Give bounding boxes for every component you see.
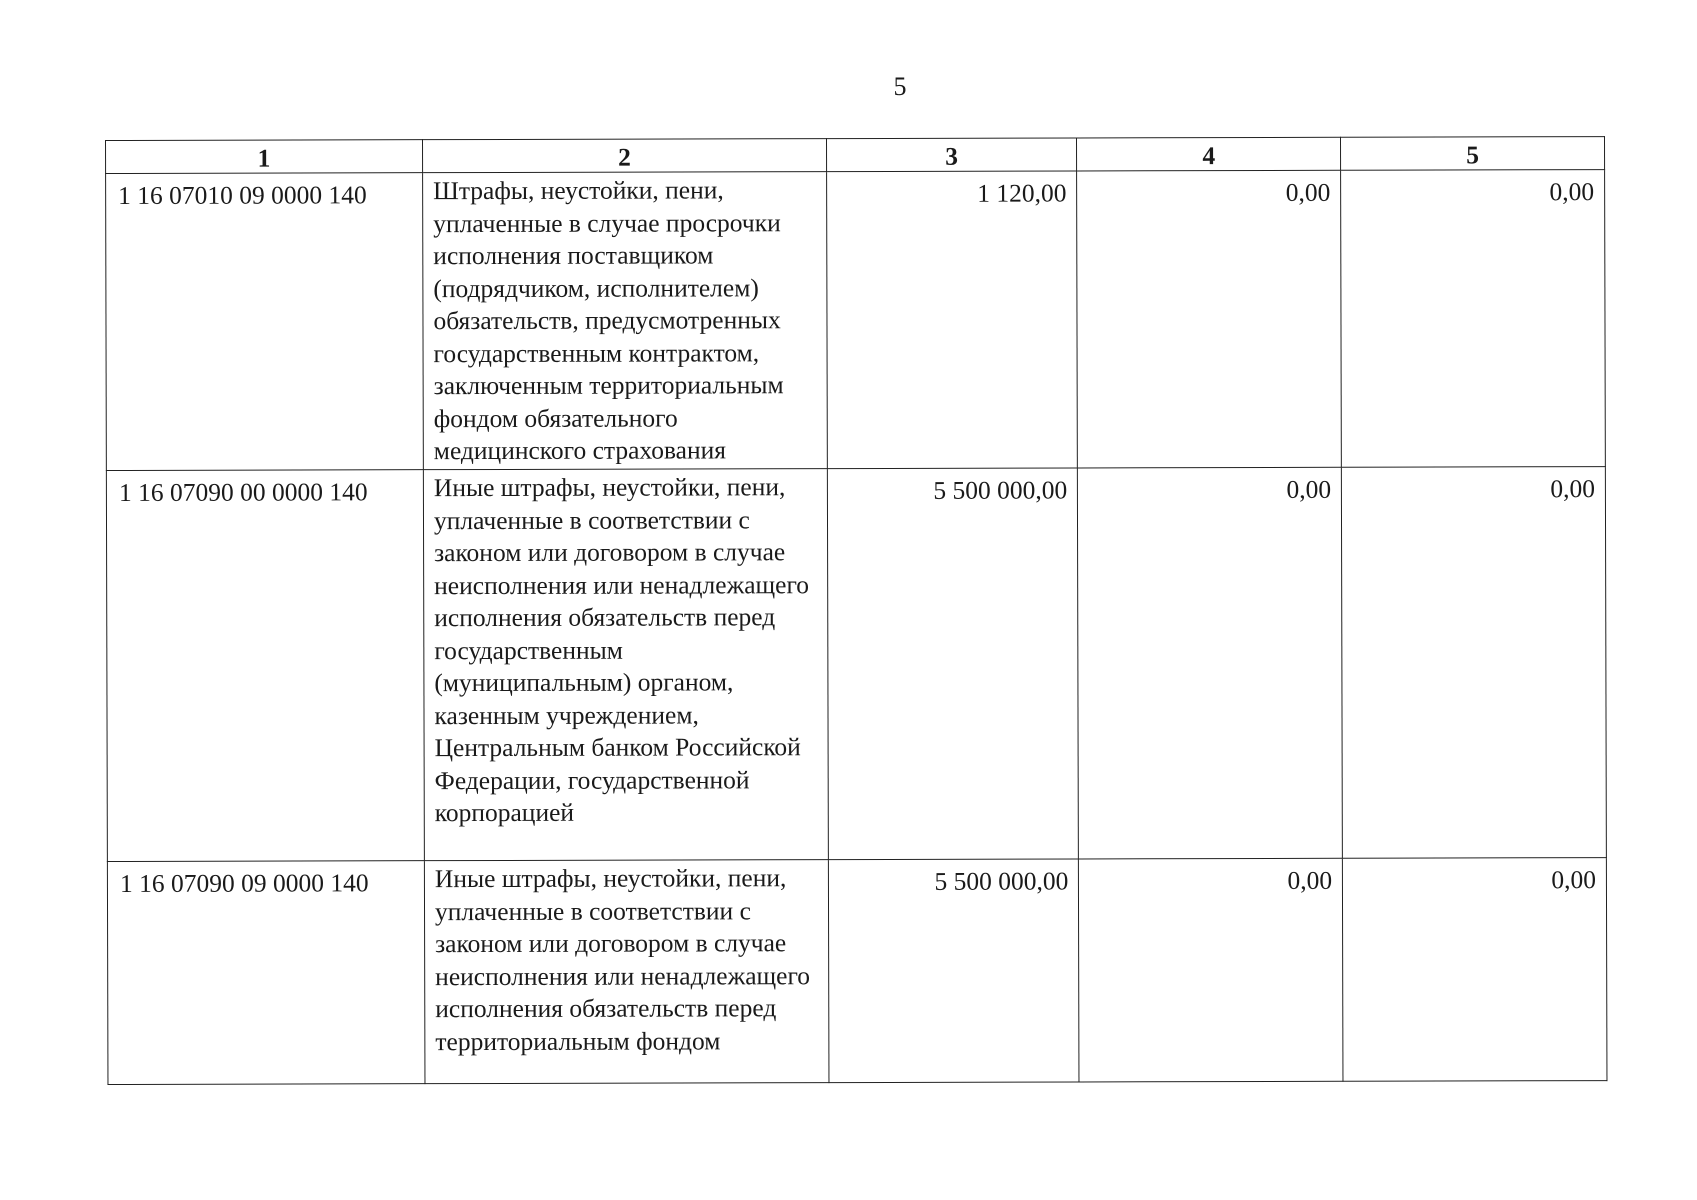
budget-code-cell: 1 16 07090 00 0000 140 xyxy=(106,470,424,862)
header-col-5: 5 xyxy=(1341,137,1605,171)
description-cell: Иные штрафы, неустойки, пени, уплаченные в соответствии с законом или договором в случае неисполнения или ненадлежащего исполнения обязательств перед территориальным фондом xyxy=(424,860,828,1084)
header-col-1: 1 xyxy=(106,140,423,174)
table-row xyxy=(107,858,1607,1085)
amount-col5-cell: 0,00 xyxy=(1342,467,1607,859)
table-row xyxy=(106,170,1606,471)
table-header-row xyxy=(106,137,1605,174)
table-row xyxy=(106,467,1606,862)
amount-col3-cell: 5 500 000,00 xyxy=(828,859,1079,1083)
header-col-2: 2 xyxy=(422,139,826,173)
description-cell: Иные штрафы, неустойки, пени, уплаченные в соответствии с законом или договором в случае неисполнения или ненадлежащего исполнения обязательств перед государственным (муниципальным) органом, казенным учреждением, Центральным банком Российской Федерации, государственной корпорацией xyxy=(423,469,828,861)
page-number: 5 xyxy=(893,72,907,101)
budget-code-cell: 1 16 07010 09 0000 140 xyxy=(106,173,424,471)
amount-col4-cell: 0,00 xyxy=(1078,467,1343,859)
amount-col4-cell: 0,00 xyxy=(1079,858,1343,1082)
amount-col5-cell: 0,00 xyxy=(1343,858,1607,1082)
amount-col5-cell: 0,00 xyxy=(1341,170,1606,468)
header-col-4: 4 xyxy=(1077,137,1341,171)
revenue-table xyxy=(105,136,1607,1085)
amount-col3-cell: 5 500 000,00 xyxy=(827,468,1079,860)
header-col-3: 3 xyxy=(826,138,1077,172)
description-cell: Штрафы, неустойки, пени, уплаченные в случае просрочки исполнения поставщиком (подрядчиком, исполнителем) обязательств, предусмотренных государственным контрактом, заключенным территориальным фондом обязательного медицинского страхования xyxy=(423,172,828,470)
budget-code-cell: 1 16 07090 09 0000 140 xyxy=(107,861,425,1085)
amount-col3-cell: 1 120,00 xyxy=(826,171,1077,469)
amount-col4-cell: 0,00 xyxy=(1077,170,1342,468)
